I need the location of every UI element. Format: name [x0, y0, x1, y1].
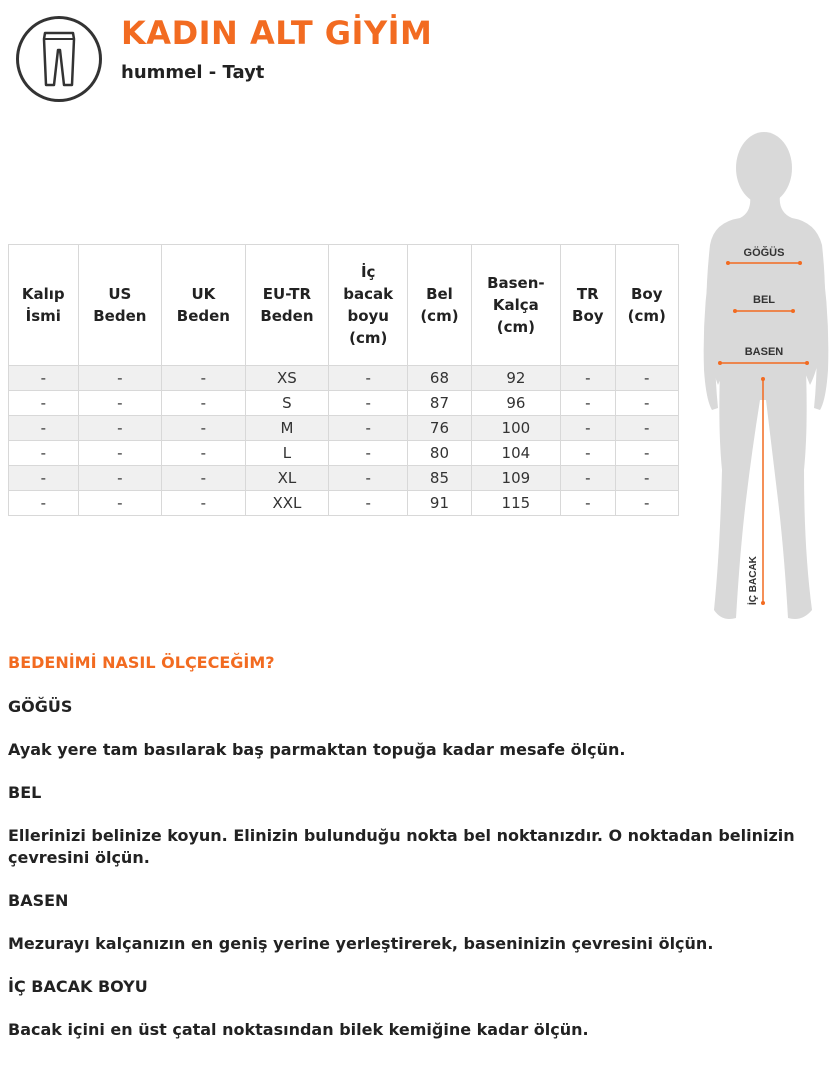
table-cell: -	[78, 366, 162, 391]
table-cell: XXL	[245, 491, 329, 516]
column-header-line: boyu	[347, 307, 389, 325]
column-header	[78, 245, 162, 366]
column-header-line: US	[108, 285, 132, 303]
table-cell: 68	[408, 366, 471, 391]
leggings-icon	[16, 16, 102, 102]
table-cell: -	[78, 416, 162, 441]
column-header	[615, 245, 679, 366]
column-header	[245, 245, 329, 366]
column-header-line: Kalıp	[21, 285, 65, 303]
table-cell: -	[9, 491, 79, 516]
table-cell: -	[9, 366, 79, 391]
table-cell: -	[329, 416, 408, 441]
table-cell: -	[329, 466, 408, 491]
table-cell: 92	[471, 366, 560, 391]
table-cell: -	[561, 441, 615, 466]
table-cell: -	[561, 416, 615, 441]
page-subtitle: hummel - Tayt	[121, 62, 265, 83]
guide-text: Bacak içini en üst çatal noktasından bilek kemiğine kadar ölçün.	[8, 1020, 589, 1039]
table-cell: -	[162, 466, 246, 491]
table-cell: -	[615, 391, 679, 416]
column-header	[329, 245, 408, 366]
guide-sections	[8, 696, 828, 1041]
table-cell: 96	[471, 391, 560, 416]
guide-heading: İÇ BACAK BOYU	[8, 977, 148, 996]
body-silhouette	[700, 130, 835, 630]
table-cell: M	[245, 416, 329, 441]
column-header-line: Kalça	[492, 296, 539, 314]
page-title: KADIN ALT GİYİM	[121, 14, 433, 52]
chest-label: GÖĞÜS	[743, 247, 785, 259]
guide-heading: BEL	[8, 783, 42, 802]
column-header-line: (cm)	[349, 329, 388, 347]
table-header-row	[9, 245, 679, 366]
column-header-line: Boy	[630, 285, 663, 303]
table-cell: -	[9, 441, 79, 466]
column-header-line: (cm)	[627, 307, 666, 325]
column-header-line: Basen-	[487, 274, 545, 292]
inseam-label: İÇ BACAK	[748, 556, 759, 605]
table-cell: -	[329, 441, 408, 466]
column-header-line: Beden	[176, 307, 230, 325]
column-header-line: Beden	[260, 307, 314, 325]
table-cell: -	[162, 366, 246, 391]
column-header	[471, 245, 560, 366]
column-header	[408, 245, 471, 366]
table-cell: -	[329, 366, 408, 391]
table-cell: 104	[471, 441, 560, 466]
guide-heading: GÖĞÜS	[8, 697, 73, 716]
guide-text: Mezurayı kalçanızın en geniş yerine yerleştirerek, baseninizin çevresini ölçün.	[8, 934, 714, 953]
table-cell: -	[78, 466, 162, 491]
body-measurement-figure	[700, 130, 835, 630]
table-cell: -	[9, 416, 79, 441]
table-cell: XS	[245, 366, 329, 391]
table-row	[9, 391, 679, 416]
guide-text: Ellerinizi belinize koyun. Elinizin bulunduğu nokta bel noktanızdır. O noktadan belinizin çevresini ölçün.	[8, 826, 795, 867]
table-cell: -	[561, 466, 615, 491]
table-cell: -	[78, 441, 162, 466]
column-header-line: bacak	[343, 285, 394, 303]
table-cell: -	[9, 466, 79, 491]
table-cell: 80	[408, 441, 471, 466]
table-cell: -	[329, 491, 408, 516]
size-table	[8, 244, 679, 516]
table-cell: 85	[408, 466, 471, 491]
guide-heading: BASEN	[8, 891, 69, 910]
table-cell: -	[561, 491, 615, 516]
column-header-line: İsmi	[25, 307, 61, 325]
table-cell: -	[78, 491, 162, 516]
column-header-line: Bel	[426, 285, 453, 303]
table-row	[9, 366, 679, 391]
table-cell: -	[162, 441, 246, 466]
table-cell: -	[615, 416, 679, 441]
table-cell: -	[329, 391, 408, 416]
table-cell: 109	[471, 466, 560, 491]
table-cell: -	[615, 466, 679, 491]
table-cell: L	[245, 441, 329, 466]
table-cell: 100	[471, 416, 560, 441]
hip-label: BASEN	[744, 346, 784, 358]
table-cell: -	[78, 391, 162, 416]
table-cell: -	[615, 491, 679, 516]
column-header-line: Beden	[93, 307, 147, 325]
column-header	[162, 245, 246, 366]
table-cell: -	[162, 416, 246, 441]
table-cell: -	[162, 491, 246, 516]
guide-text: Ayak yere tam basılarak baş parmaktan topuğa kadar mesafe ölçün.	[8, 740, 626, 759]
table-cell: 87	[408, 391, 471, 416]
measurement-guide	[8, 652, 828, 1062]
guide-question: BEDENİMİ NASIL ÖLÇECEĞİM?	[8, 653, 275, 672]
table-cell: S	[245, 391, 329, 416]
table-cell: 115	[471, 491, 560, 516]
table-row	[9, 491, 679, 516]
column-header-line: Boy	[572, 307, 604, 325]
column-header-line: EU-TR	[262, 285, 312, 303]
table-cell: -	[561, 366, 615, 391]
table-cell: 91	[408, 491, 471, 516]
table-cell: XL	[245, 466, 329, 491]
table-body	[9, 366, 679, 516]
table-cell: -	[615, 366, 679, 391]
table-cell: 76	[408, 416, 471, 441]
table-cell: -	[9, 391, 79, 416]
table-row	[9, 441, 679, 466]
table-row	[9, 466, 679, 491]
column-header-line: TR	[576, 285, 599, 303]
table-cell: -	[615, 441, 679, 466]
column-header-line: (cm)	[420, 307, 459, 325]
table-cell: -	[162, 391, 246, 416]
column-header-line: (cm)	[496, 318, 535, 336]
column-header-line: İç	[360, 263, 376, 281]
column-header	[9, 245, 79, 366]
table-row	[9, 416, 679, 441]
column-header	[561, 245, 615, 366]
waist-label: BEL	[753, 294, 775, 306]
table-cell: -	[561, 391, 615, 416]
column-header-line: UK	[191, 285, 216, 303]
